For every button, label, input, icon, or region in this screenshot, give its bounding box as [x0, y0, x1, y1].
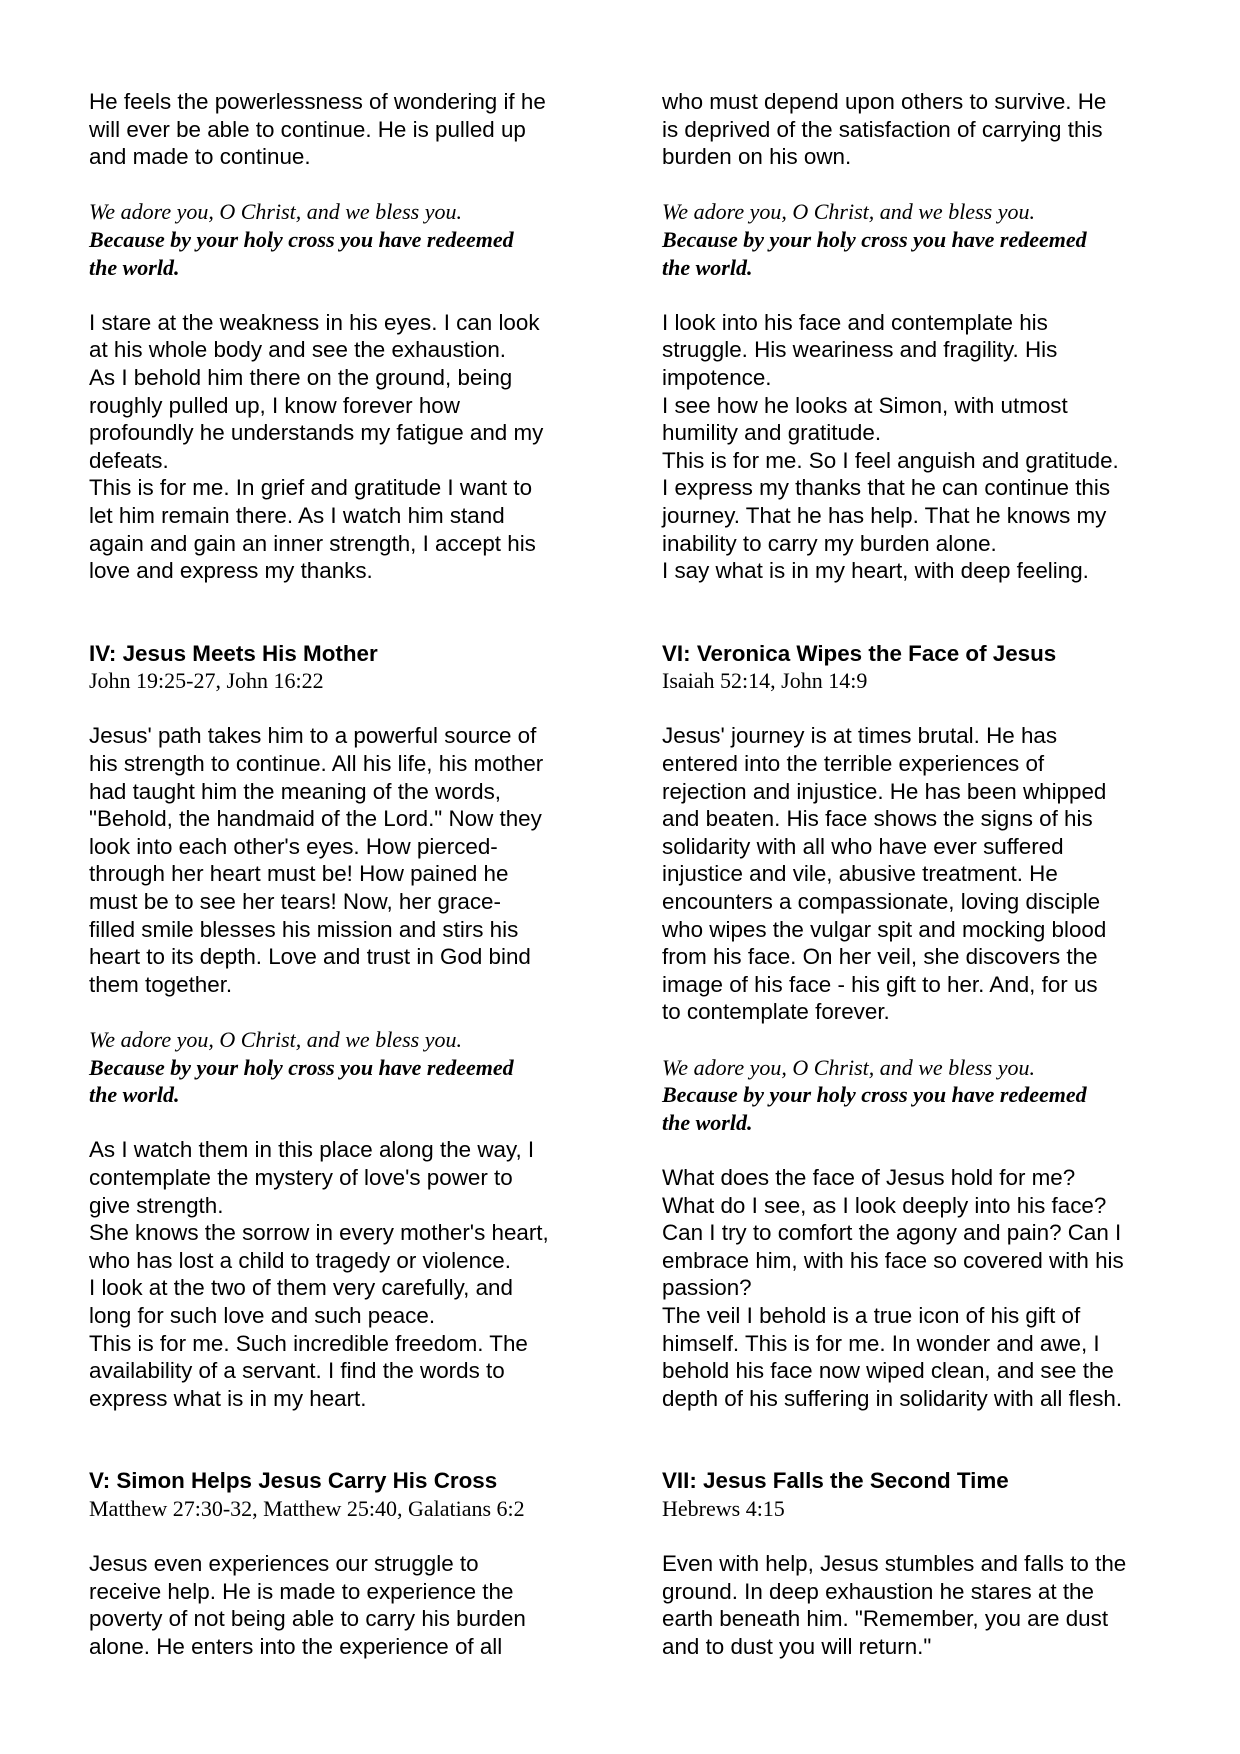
- scripture-reference: Isaiah 52:14, John 14:9: [662, 668, 868, 694]
- station-title: VI: Veronica Wipes the Face of Jesus: [662, 640, 1057, 666]
- paragraph: I look into his face and contemplate his struggle. His weariness and fragility. His impotence. I see how he looks at Simon, with utmost humility and gratitude. This is for me. So I feel anguish and gratitude. I express my thanks that he can continue this journey. That he has help. That he knows my inability to carry my burden alone. I say what is in my heart, with deep feeling.: [662, 309, 1119, 584]
- response: We adore you, O Christ, and we bless you. Because by your holy cross you have redeemed the world.: [89, 1027, 514, 1108]
- paragraph: He feels the powerlessness of wondering if he will ever be able to continue. He is pulled up and made to continue.: [89, 89, 546, 170]
- station-title: VII: Jesus Falls the Second Time: [662, 1468, 1009, 1494]
- paragraph: Jesus even experiences our struggle to receive help. He is made to experience the poverty of not being able to carry his burden alone. He enters into the experience of all: [89, 1551, 526, 1659]
- scripture-reference: John 19:25-27, John 16:22: [89, 668, 324, 694]
- station-title: V: Simon Helps Jesus Carry His Cross: [89, 1468, 498, 1494]
- paragraph: who must depend upon others to survive. He is deprived of the satisfaction of carrying this burden on his own.: [662, 89, 1107, 170]
- right-column: [662, 88, 1162, 1660]
- scripture-reference: Matthew 27:30-32, Matthew 25:40, Galatians 6:2: [89, 1495, 525, 1521]
- paragraph: I stare at the weakness in his eyes. I can look at his whole body and see the exhaustion. As I behold him there on the ground, being roughly pulled up, I know forever how profoundly he understands my fatigue and my defeats. This is for me. In grief and gratitude I want to let him remain there. As I watch him stand again and gain an inner strength, I accept his love and express my thanks.: [89, 309, 544, 584]
- paragraph: Even with help, Jesus stumbles and falls to the ground. In deep exhaustion he stares at the earth beneath him. "Remember, you are dust and to dust you will return.": [662, 1551, 1127, 1659]
- left-column: [89, 88, 589, 1660]
- response: We adore you, O Christ, and we bless you. Because by your holy cross you have redeemed the world.: [662, 199, 1087, 280]
- paragraph: As I watch them in this place along the way, I contemplate the mystery of love's power to give strength. She knows the sorrow in every mother's heart, who has lost a child to tragedy or violence. I look at the two of them very carefully, and long for such love and such peace. This is for me. Such incredible freedom. The availability of a servant. I find the words to express what is in my heart.: [89, 1137, 549, 1411]
- response: We adore you, O Christ, and we bless you. Because by your holy cross you have redeemed the world.: [662, 1054, 1087, 1135]
- scripture-reference: Hebrews 4:15: [662, 1495, 785, 1521]
- paragraph: Jesus' path takes him to a powerful source of his strength to continue. All his life, his mother had taught him the meaning of the words, "Behold, the handmaid of the Lord." Now they look into each other's eyes. How pierced- through her heart must be! How pained he must be to see her tears! Now, her grace- filled smile blesses his mission and stirs his heart to its depth. Love and trust in God bind them together.: [89, 723, 544, 997]
- station-title: IV: Jesus Meets His Mother: [89, 640, 378, 666]
- paragraph: Jesus' journey is at times brutal. He has entered into the terrible experiences of rejection and injustice. He has been whipped and beaten. His face shows the signs of his solidarity with all who have ever suffered injustice and vile, abusive treatment. He encounters a compassionate, loving disciple who wipes the vulgar spit and mocking blood from his face. On her veil, she discovers the image of his face - his gift to her. And, for us to contemplate forever.: [662, 723, 1107, 1025]
- paragraph: What does the face of Jesus hold for me? What do I see, as I look deeply into his face? Can I try to comfort the agony and pain? Can I embrace him, with his face so covered with his passion? The veil I behold is a true icon of his gift of himself. This is for me. In wonder and awe, I behold his face now wiped clean, and see the depth of his suffering in solidarity with all flesh.: [662, 1164, 1124, 1411]
- response: We adore you, O Christ, and we bless you. Because by your holy cross you have redeemed the world.: [89, 199, 514, 280]
